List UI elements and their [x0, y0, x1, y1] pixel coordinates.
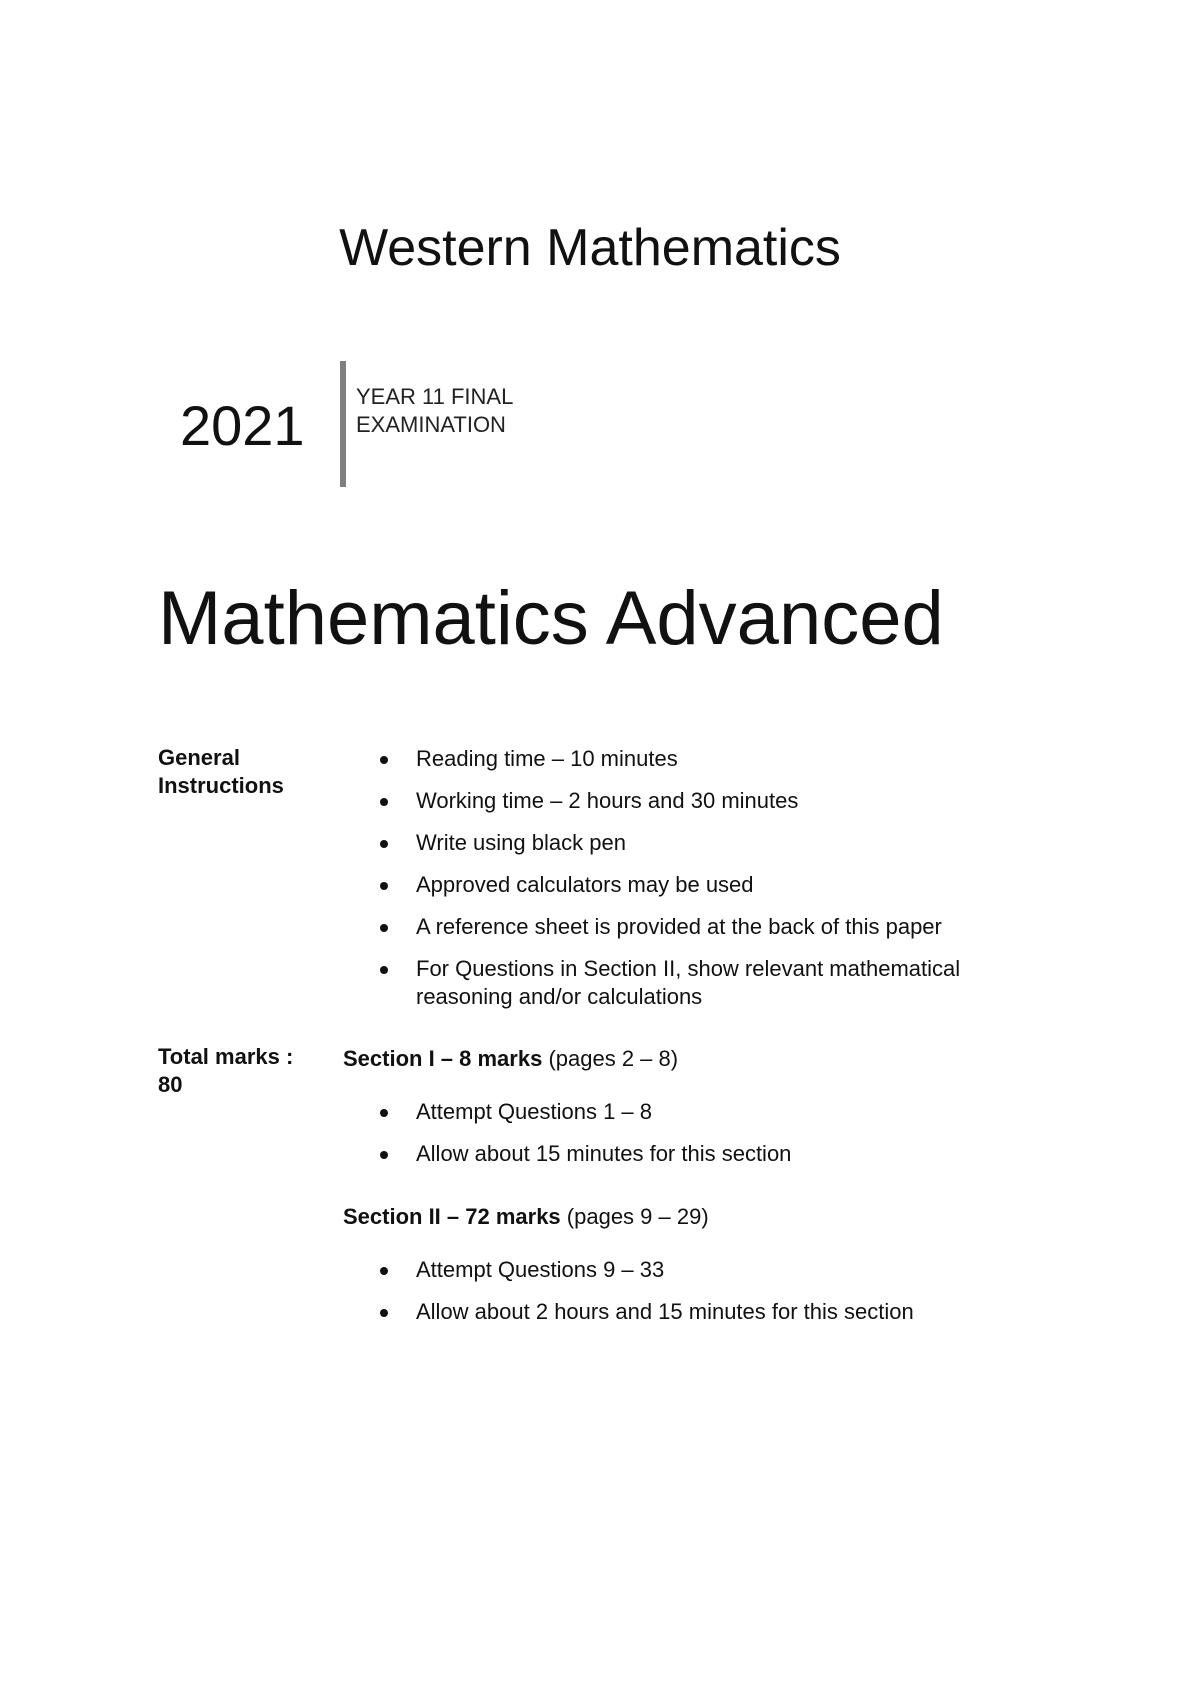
list-item	[380, 1298, 1040, 1326]
list-item	[380, 1140, 1040, 1168]
list-item	[380, 1098, 1040, 1126]
section-2-title: Section II – 72 marks	[343, 1204, 561, 1229]
bullet-icon	[380, 1151, 388, 1159]
section-2-list	[380, 1256, 1040, 1340]
bullet-icon	[380, 840, 388, 848]
list-item-text: Allow about 15 minutes for this section	[416, 1141, 792, 1166]
list-item-text: Reading time – 10 minutes	[416, 746, 678, 771]
bullet-icon	[380, 756, 388, 764]
total-marks-label	[158, 1043, 293, 1099]
list-item-text: Allow about 2 hours and 15 minutes for this section	[416, 1299, 914, 1324]
list-item-text: For Questions in Section II, show relevant mathematical reasoning and/or calculations	[416, 956, 961, 1009]
list-item	[380, 745, 1040, 773]
general-instructions-list	[380, 745, 1040, 1025]
exam-type-line-2: EXAMINATION	[356, 412, 506, 437]
total-marks-value: 80	[158, 1072, 183, 1097]
section-1-pages: (pages 2 – 8)	[542, 1046, 679, 1071]
bullet-icon	[380, 966, 388, 974]
subject-title: Mathematics Advanced	[158, 576, 944, 661]
year-divider	[340, 361, 346, 487]
bullet-icon	[380, 1309, 388, 1317]
exam-type	[356, 383, 513, 439]
general-instructions-label-line-2: Instructions	[158, 773, 284, 798]
exam-type-line-1: YEAR 11 FINAL	[356, 384, 514, 409]
section-2-heading	[343, 1203, 709, 1231]
bullet-icon	[380, 924, 388, 932]
list-item	[380, 955, 1040, 1011]
general-instructions-label-line-1: General	[158, 745, 240, 770]
section-1-title: Section I – 8 marks	[343, 1046, 543, 1071]
list-item	[380, 1256, 1040, 1284]
organization-title: Western Mathematics	[339, 219, 841, 277]
list-item-text: Attempt Questions 9 – 33	[416, 1257, 665, 1282]
list-item	[380, 871, 1040, 899]
list-item-text: Working time – 2 hours and 30 minutes	[416, 788, 799, 813]
section-1-heading	[343, 1045, 678, 1073]
list-item	[380, 787, 1040, 815]
general-instructions-label	[158, 744, 284, 800]
list-item-text: A reference sheet is provided at the back of this paper	[416, 914, 942, 939]
section-2-pages: (pages 9 – 29)	[560, 1204, 709, 1229]
list-item-text: Approved calculators may be used	[416, 872, 754, 897]
bullet-icon	[380, 1267, 388, 1275]
bullet-icon	[380, 798, 388, 806]
bullet-icon	[380, 1109, 388, 1117]
bullet-icon	[380, 882, 388, 890]
total-marks-label-line-1: Total marks :	[158, 1044, 294, 1069]
section-1-list	[380, 1098, 1040, 1182]
list-item	[380, 829, 1040, 857]
list-item	[380, 913, 1040, 941]
list-item-text: Attempt Questions 1 – 8	[416, 1099, 653, 1124]
exam-year: 2021	[180, 394, 305, 457]
list-item-text: Write using black pen	[416, 830, 626, 855]
